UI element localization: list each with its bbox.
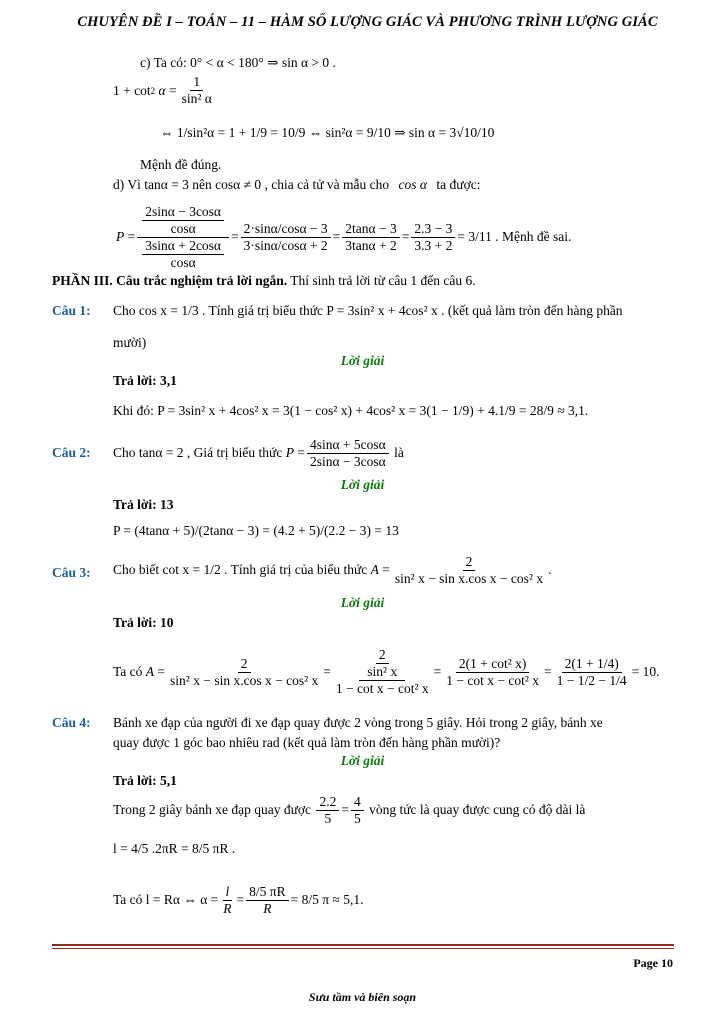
question-2-answer: Trả lời: 13 xyxy=(113,497,174,512)
question-2-text-a: Cho tanα = 2 , Giá trị biểu thức xyxy=(113,445,283,460)
footer-source: Sưu tầm và biên soạn xyxy=(308,990,417,1004)
question-1-solution-title: Lời giải xyxy=(340,353,385,368)
eq1-fraction xyxy=(179,74,215,107)
question-4-work-a: Trong 2 giây bánh xe đạp quay được xyxy=(113,802,312,817)
section-3-subtitle: Thí sinh trả lời từ câu 1 đến câu 6. xyxy=(290,273,476,288)
question-3-answer: Trả lời: 10 xyxy=(113,615,174,630)
part-d-intro-a: d) Vì tanα = 3 nên cosα ≠ 0 , chia cả tử và mẫu cho xyxy=(113,177,390,192)
page-header: CHUYÊN ĐỀ I – TOÁN – 11 – HÀM SỐ LƯỢNG GIÁC VÀ PHƯƠNG TRÌNH LƯỢNG GIÁC xyxy=(77,14,658,30)
question-2-text-b: là xyxy=(394,445,404,460)
question-1-work: Khi đó: P = 3sin² x + 4cos² x = 3(1 − cos² x) + 4cos² x = 3(1 − 1/9) + 4.1/9 = 28/9 ≈ 3,1. xyxy=(113,403,589,418)
question-3-text-a: Cho biết cot x = 1/2 . Tính giá trị của biểu thức xyxy=(113,562,368,577)
part-c-conclusion: Mệnh đề đúng. xyxy=(140,157,222,172)
question-3-text: Cho biết cot x = 1/2 . Tính giá trị của biểu thức A = $\frac{2}{\text{sin² x − sin x.cos x − cos² x}}$ . xyxy=(113,553,552,586)
question-4-work-d-prefix: Ta có l = Rα ⇔ α = xyxy=(113,892,219,907)
question-3-label: Câu 3: xyxy=(52,565,91,580)
question-4-work-line-3: Ta có l = Rα ⇔ α = $\frac{l}{R}$ = $\frac{8/5 \pi R}{R}$ = 8/5 π ≈ 5,1. xyxy=(113,883,364,916)
question-4-text-b: quay được 1 góc bao nhiêu rad (kết quả làm tròn đến hàng phần mười)? xyxy=(113,735,501,750)
question-1-answer: Trả lời: 3,1 xyxy=(113,373,177,388)
part-d-intro-c: ta được: xyxy=(436,177,481,192)
part-d-equation: P = $\frac{\frac{2\sin\alpha - 3\cos\alpha}{\cos\alpha}}{\frac{3\sin\alpha + 2\cos\alpha}{\cos\alpha}}$ = $\frac{2\cdot\sin\alpha/\cos\alpha - 3}{3\cdot\sin\alpha/\cos\alpha + 2}$ = $\frac{2\tan\alpha - 3}{3\tan\alpha + 2}$ = $\frac{2.3 - 3}{3.3 + 2}$ = 3/11 . Mệnh đề sai. xyxy=(116,203,572,270)
section-3-title: PHẦN III. Câu trắc nghiệm trả lời ngắn. xyxy=(52,273,288,288)
question-3-work-prefix: Ta có xyxy=(113,664,143,679)
question-3-work-result: = 10. xyxy=(631,664,660,679)
eq1-left: 1 + cot xyxy=(113,82,151,98)
question-4-work-d-result: = 8/5 π ≈ 5,1. xyxy=(290,892,364,907)
question-1-label: Câu 1: xyxy=(52,303,91,318)
question-4-work-c: l = 4/5 .2πR = 8/5 πR . xyxy=(113,841,236,856)
part-c-intro: c) Ta có: 0° < α < 180° ⇒ sin α > 0 . xyxy=(140,55,336,70)
question-4-solution-title: Lời giải xyxy=(340,753,385,768)
question-4-answer: Trả lời: 5,1 xyxy=(113,773,177,788)
question-3-work: Ta có A = $\frac{2}{\text{sin² x − sin x.cos x − cos² x}}$ = $\frac{\frac{2}{\text{sin² x}}}{\text{1 − cot x − cot² x}}$ = $\frac{\text{2(1 + cot² x)}}{\text{1 − cot x − cot² x}}$ = $\frac{2(1 + 1/4)}{1 - 1/2 - 1/4}$ = 10. xyxy=(113,647,660,696)
question-4-work-line-1: Trong 2 giây bánh xe đạp quay được $\frac{2.2}{5}$ = $\frac{4}{5}$ vòng tức là quay được cung có độ dài là xyxy=(113,793,586,826)
question-4-work-b: vòng tức là quay được cung có độ dài là xyxy=(369,802,586,817)
question-2-text: Cho tanα = 2 , Giá trị biểu thức P = $\frac{4\sin\alpha + 5\cos\alpha}{2\sin\alpha - 3\cos\alpha}$ là xyxy=(113,436,404,469)
question-1-text-a: Cho cos x = 1/3 . Tính giá trị biểu thức P = 3sin² x + 4cos² x . (kết quả làm tròn đến hàng phần xyxy=(113,303,623,318)
eq1-num: 1 xyxy=(190,74,203,91)
part-d-intro-b: cos α xyxy=(398,177,428,192)
footer-divider-top xyxy=(52,944,674,946)
question-2-solution-title: Lời giải xyxy=(340,477,385,492)
question-1-text-b: mười) xyxy=(113,335,147,350)
eq1-den: sin² α xyxy=(181,91,212,106)
part-d-intro xyxy=(113,176,480,194)
page-number: Page 10 xyxy=(633,956,673,970)
part-c-eq2: ⇔ 1/sin²α = 1 + 1/9 = 10/9 ⇔ sin²α = 9/10 ⇒ sin α = 3√10/10 xyxy=(160,125,495,140)
question-4-text-a: Bánh xe đạp của người đi xe đạp quay được 2 vòng trong 5 giây. Hỏi trong 2 giây, bánh xe xyxy=(113,715,603,730)
question-4-label: Câu 4: xyxy=(52,715,91,730)
question-2-work: P = (4tanα + 5)/(2tanα − 3) = (4.2 + 5)/(2.2 − 3) = 13 xyxy=(113,523,399,538)
part-c-eq1: 1 + cot 2 α = $\frac{1}{\text{sin² α}}$ xyxy=(113,74,217,107)
question-2-label: Câu 2: xyxy=(52,445,91,460)
footer-divider-bottom xyxy=(52,948,674,949)
section-3-heading xyxy=(52,272,476,290)
question-3-solution-title: Lời giải xyxy=(340,595,385,610)
part-d-result: = 3/11 . Mệnh đề sai. xyxy=(457,229,572,244)
